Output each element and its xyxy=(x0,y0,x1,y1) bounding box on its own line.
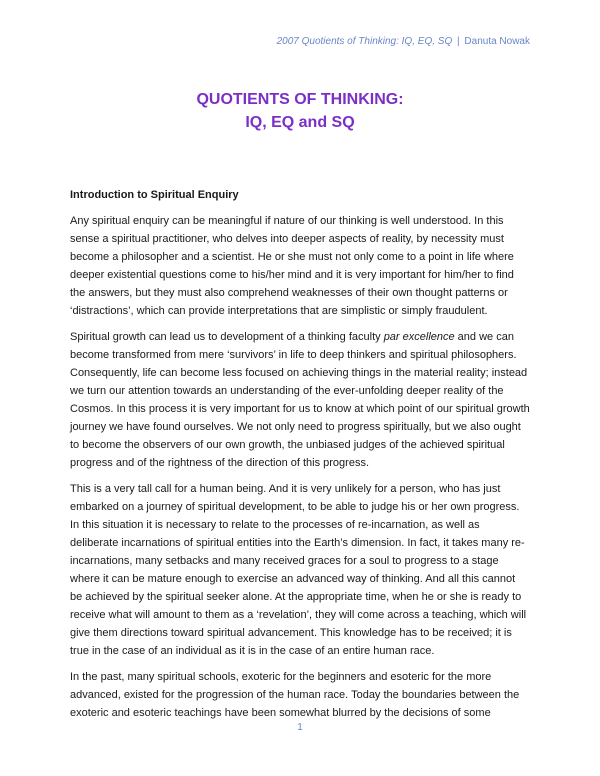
document-body xyxy=(70,186,530,730)
paragraph-3: This is a very tall call for a human being. And it is very unlikely for a person, who has just embarked on a journey of spiritual development, to be able to judge his or her own progress. In this situation it is necessary to relate to the processes of re-incarnation, as well as deliberate incarnations of spiritual entities into the Earth’s dimension. In fact, it takes many re-incarnations, many setbacks and many received graces for a soul to progress to a stage where it can be mature enough to exercise an advanced way of thinking. And all this cannot be achieved by the spiritual seeker alone. At the appropriate time, when he or she is ready to receive what will amount to them as a ‘revelation’, they will come across a teaching, which will give them directions toward spiritual advancement. This knowledge has to be received; it is true in the case of an individual as it is in the case of an entire human race. xyxy=(70,483,527,657)
paragraph-4: In the past, many spiritual schools, exoteric for the beginners and esoteric for the more advanced, existed for the progression of the human race. Today the boundaries between the exoteric and esoteric teachings have been somewhat blurred by the decisions of some xyxy=(70,671,520,719)
page-number: 1 xyxy=(297,722,303,733)
header-separator: | xyxy=(457,36,460,47)
header-title: 2007 Quotients of Thinking: IQ, EQ, SQ xyxy=(276,36,453,47)
header-author: Danuta Nowak xyxy=(464,36,530,47)
paragraph-2-text-start: Spiritual growth can lead us to development of a thinking faculty xyxy=(70,331,384,343)
paragraph-1: Any spiritual enquiry can be meaningful if nature of our thinking is well understood. In this sense a spiritual practitioner, who delves into deeper aspects of reality, by necessity must become a philosopher and a scientist. He or she must not only come to a point in life where deeper existential questions come to his/her mind and it is very important for him/her to find the answers, but they must also comprehend weaknesses of their own thought patterns or ‘distractions’, which can provide interpretations that are simplistic or simply fraudulent. xyxy=(70,215,514,317)
document-title-line-2: IQ, EQ and SQ xyxy=(245,114,355,131)
document-title xyxy=(0,88,600,134)
section-heading: Introduction to Spiritual Enquiry xyxy=(70,189,239,201)
paragraph-2 xyxy=(70,328,530,472)
document-title-line-1: QUOTIENTS OF THINKING: xyxy=(196,91,404,108)
paragraph-2-emphasis: par excellence xyxy=(383,331,455,343)
paragraph-2-text-end: and we can become transformed from mere ‘survivors’ in life to deep thinkers and spiritual philosophers. Consequently, life can become less focused on achieving things in the material reality; instead we turn our attention towards an understanding of the ever-unfolding deeper reality of the Cosmos. In this process it is very important for us to know at which point of our spiritual growth journey we have found ourselves. We not only need to progress spiritually, but we also ought to become the observers of our own growth, the unbiased judges of the achieved spiritual progress and of the rightness of the direction of this progress. xyxy=(70,331,530,469)
running-header xyxy=(277,36,530,47)
